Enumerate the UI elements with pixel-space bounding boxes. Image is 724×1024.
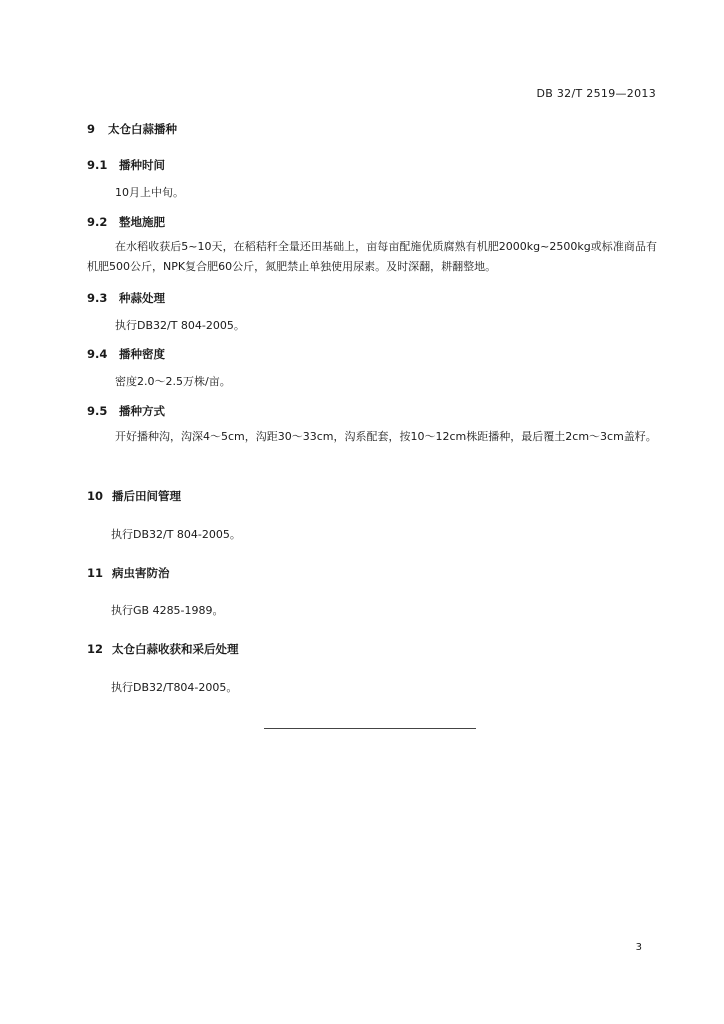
section-title: 太仓白蒜收获和采后处理 bbox=[112, 642, 239, 656]
section-number: 9.4 bbox=[87, 347, 108, 361]
section-title: 播后田间管理 bbox=[112, 489, 181, 503]
section-9-3-text: 执行DB32/T 804-2005。 bbox=[115, 319, 245, 332]
section-9-4-heading bbox=[87, 346, 165, 362]
section-title: 种蒜处理 bbox=[119, 291, 165, 305]
section-10-heading bbox=[87, 488, 181, 504]
section-title: 太仓白蒜播种 bbox=[108, 122, 177, 136]
section-number: 11 bbox=[87, 566, 104, 580]
page-number: 3 bbox=[635, 942, 642, 953]
section-title: 病虫害防治 bbox=[112, 566, 170, 580]
document-id-header: DB 32/T 2519—2013 bbox=[536, 87, 656, 100]
end-divider-line bbox=[264, 728, 476, 729]
section-number: 9.2 bbox=[87, 215, 108, 229]
section-10-text: 执行DB32/T 804-2005。 bbox=[111, 528, 241, 541]
section-9-1-heading bbox=[87, 157, 165, 173]
section-9-2-text: 在水稻收获后5~10天，在稻秸秆全量还田基础上，亩每亩配施优质腐熟有机肥2000kg~2500kg或标准商品有机肥500公斤，NPK复合肥60公斤，氮肥禁止单独使用尿素。及时深翻，耕翻整地。 bbox=[87, 240, 657, 273]
section-12-text: 执行DB32/T804-2005。 bbox=[111, 681, 238, 694]
section-title: 播种时间 bbox=[119, 158, 165, 172]
section-9-5-text: 开好播种沟，沟深4～5cm，沟距30～33cm，沟系配套，按10～12cm株距播种，最后覆土2cm～3cm盖籽。 bbox=[115, 430, 657, 443]
section-9-heading bbox=[87, 121, 177, 137]
section-number: 9 bbox=[87, 122, 96, 136]
section-9-1-text: 10月上中旬。 bbox=[115, 186, 184, 199]
section-11-text: 执行GB 4285-1989。 bbox=[111, 604, 224, 617]
section-11-heading bbox=[87, 565, 170, 581]
section-number: 10 bbox=[87, 489, 104, 503]
section-number: 9.5 bbox=[87, 404, 108, 418]
section-title: 整地施肥 bbox=[119, 215, 165, 229]
section-12-heading bbox=[87, 641, 239, 657]
section-number: 9.1 bbox=[87, 158, 108, 172]
section-9-4-text: 密度2.0～2.5万株/亩。 bbox=[115, 375, 231, 388]
section-number: 9.3 bbox=[87, 291, 108, 305]
section-9-3-heading bbox=[87, 290, 165, 306]
section-number: 12 bbox=[87, 642, 104, 656]
section-9-5-heading bbox=[87, 403, 165, 419]
section-title: 播种方式 bbox=[119, 404, 165, 418]
section-title: 播种密度 bbox=[119, 347, 165, 361]
section-9-2-heading bbox=[87, 214, 165, 230]
